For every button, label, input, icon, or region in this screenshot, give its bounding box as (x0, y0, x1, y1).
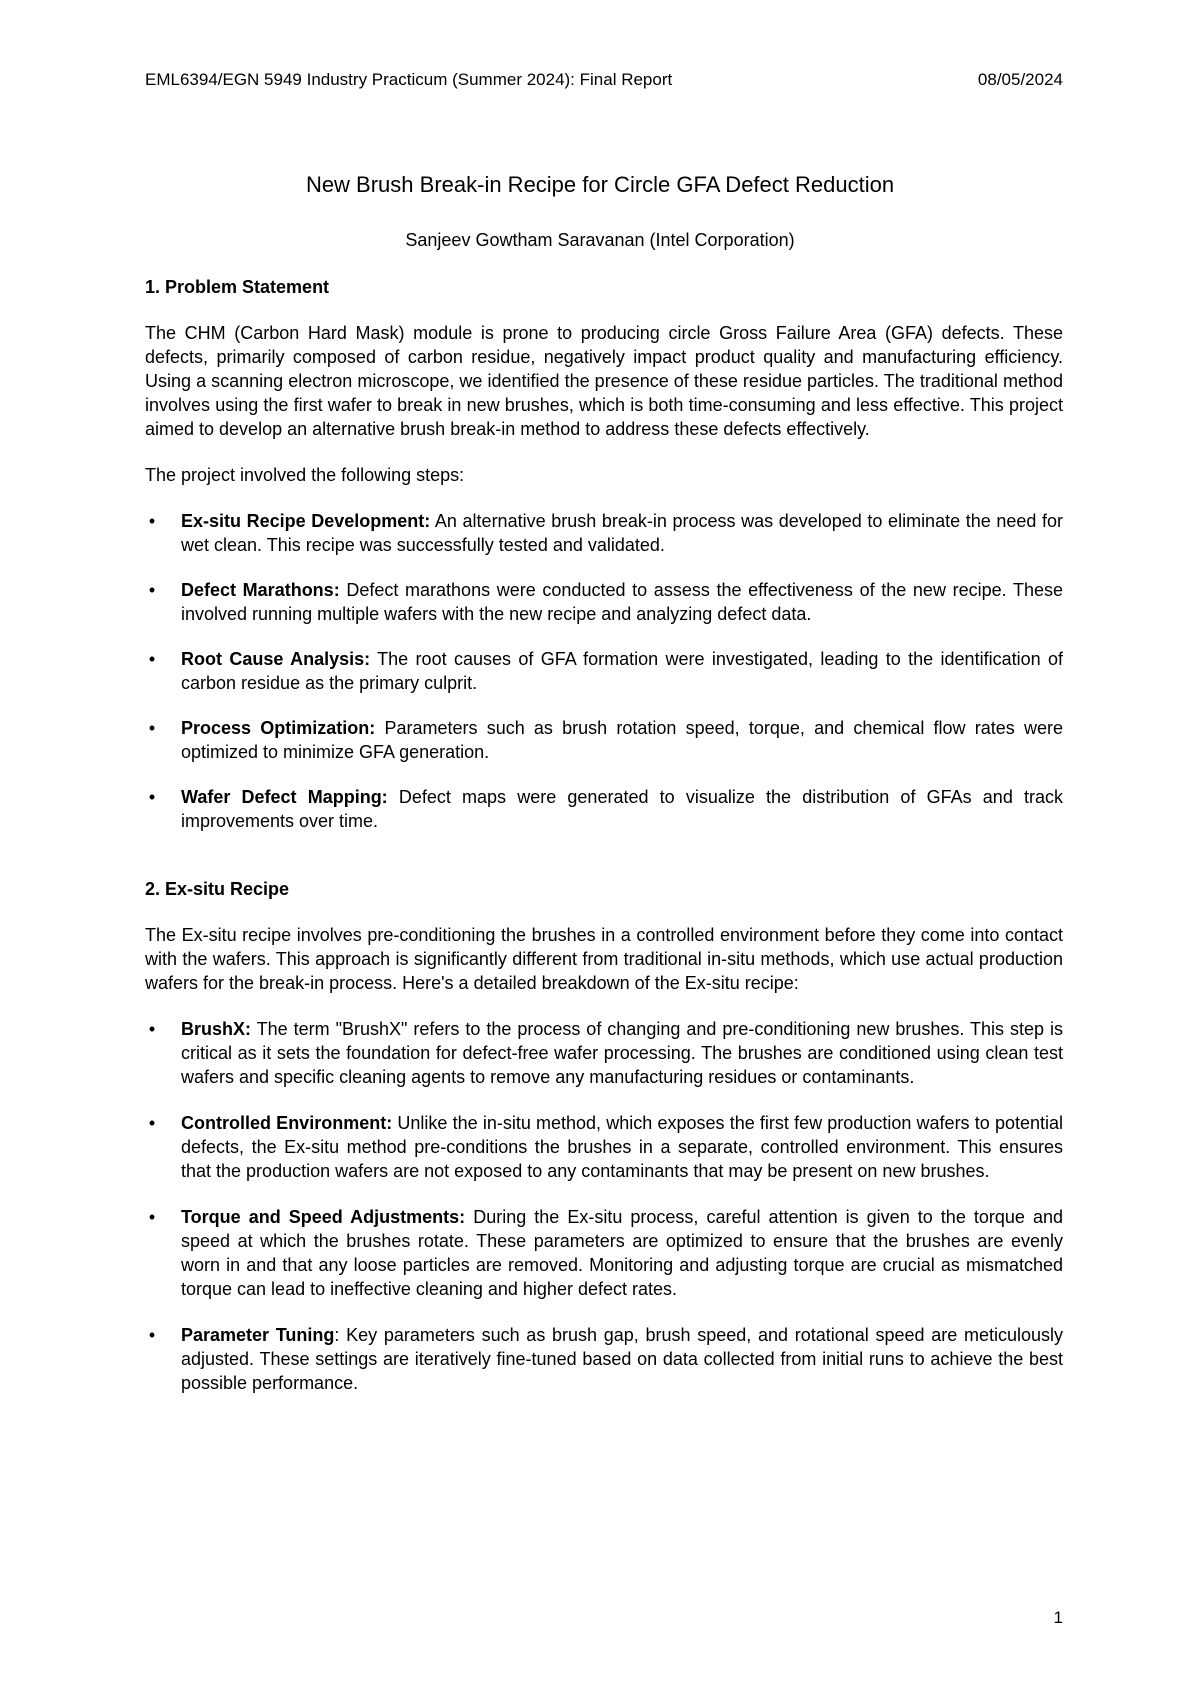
list-item (145, 1111, 1063, 1183)
bullet-text: The term "BrushX" refers to the process of changing and pre-conditioning new brushes. This step is critical as it sets the foundation for defect-free wafer processing. The brushes are conditioned using clean test wafers and specific cleaning agents to remove any manufacturing residues or contaminants. (181, 1019, 1063, 1087)
bullet-term: Process Optimization: (181, 718, 376, 738)
list-item (145, 1017, 1063, 1089)
section-heading-problem-statement: 1. Problem Statement (145, 277, 330, 297)
running-header-date: 08/05/2024 (977, 70, 1063, 89)
bullet-term: Parameter Tuning (181, 1325, 335, 1345)
bullet-text: The root causes of GFA formation were investigated, leading to the identification of carbon residue as the primary culprit. (181, 649, 1063, 693)
bullet-icon: • (148, 649, 156, 669)
bullet-icon: • (148, 1325, 156, 1345)
steps-bullet-list (145, 509, 1063, 833)
bullet-term: Controlled Environment: (181, 1113, 393, 1133)
steps-intro-paragraph: The project involved the following steps: (145, 465, 465, 485)
bullet-icon: • (148, 511, 156, 531)
list-item (145, 1323, 1063, 1395)
bullet-text: : Key parameters such as brush gap, brush speed, and rotational speed are meticulously adjusted. These settings are iteratively fine-tuned based on data collected from initial runs to achieve the best possible performance. (181, 1325, 1063, 1393)
bullet-term: Ex-situ Recipe Development: (181, 511, 431, 531)
list-item (145, 578, 1063, 626)
list-item (145, 1205, 1063, 1301)
list-item (145, 509, 1063, 557)
section-heading-ex-situ-recipe: 2. Ex-situ Recipe (145, 879, 290, 899)
document-author: Sanjeev Gowtham Saravanan (Intel Corporation) (405, 230, 795, 250)
list-item (145, 785, 1063, 833)
problem-statement-paragraph: The CHM (Carbon Hard Mask) module is prone to producing circle Gross Failure Area (GFA) defects. These defects, primarily composed of carbon residue, negatively impact product quality and manufacturing efficiency. Using a scanning electron microscope, we identified the presence of these residue particles. The traditional method involves using the first wafer to break in new brushes, which is both time-consuming and less effective. This project aimed to develop an alternative brush break-in method to address these defects effectively. (145, 323, 1063, 439)
bullet-text: Defect marathons were conducted to assess the effectiveness of the new recipe. These involved running multiple wafers with the new recipe and analyzing defect data. (181, 580, 1063, 624)
page-number: 1 (1053, 1608, 1063, 1627)
bullet-text: Defect maps were generated to visualize the distribution of GFAs and track improvements over time. (181, 787, 1064, 831)
bullet-icon: • (148, 787, 156, 807)
bullet-term: Torque and Speed Adjustments: (181, 1207, 466, 1227)
running-header-course: EML6394/EGN 5949 Industry Practicum (Summer 2024): Final Report (145, 70, 673, 89)
bullet-icon: • (148, 1019, 156, 1039)
document-body (145, 275, 1063, 1395)
ex-situ-intro-paragraph: The Ex-situ recipe involves pre-conditioning the brushes in a controlled environment before they come into contact with the wafers. This approach is significantly different from traditional in-situ methods, which use actual production wafers for the break-in process. Here's a detailed breakdown of the Ex-situ recipe: (145, 925, 1063, 993)
bullet-text: During the Ex-situ process, careful attention is given to the torque and speed at which the brushes rotate. These parameters are optimized to ensure that the brushes are evenly worn in and that any loose particles are removed. Monitoring and adjusting torque are crucial as mismatched torque can lead to ineffective cleaning and higher defect rates. (181, 1207, 1063, 1299)
bullet-term: Defect Marathons: (181, 580, 340, 600)
bullet-text: Unlike the in-situ method, which exposes the first few production wafers to potential defects, the Ex-situ method pre-conditions the brushes in a separate, controlled environment. This ensures that the production wafers are not exposed to any contaminants that may be present on new brushes. (181, 1113, 1064, 1181)
bullet-term: BrushX: (181, 1019, 252, 1039)
ex-situ-bullet-list (145, 1017, 1063, 1395)
bullet-text: Parameters such as brush rotation speed, torque, and chemical flow rates were optimized to minimize GFA generation. (181, 718, 1063, 762)
bullet-icon: • (148, 718, 156, 738)
bullet-icon: • (148, 580, 156, 600)
bullet-icon: • (148, 1113, 156, 1133)
bullet-term: Root Cause Analysis: (181, 649, 371, 669)
bullet-icon: • (148, 1207, 156, 1227)
bullet-term: Wafer Defect Mapping: (181, 787, 388, 807)
document-title: New Brush Break-in Recipe for Circle GFA Defect Reduction (305, 172, 895, 197)
list-item (145, 647, 1063, 695)
bullet-text: An alternative brush break-in process was developed to eliminate the need for wet clean. This recipe was successfully tested and validated. (181, 511, 1064, 555)
list-item (145, 716, 1063, 764)
